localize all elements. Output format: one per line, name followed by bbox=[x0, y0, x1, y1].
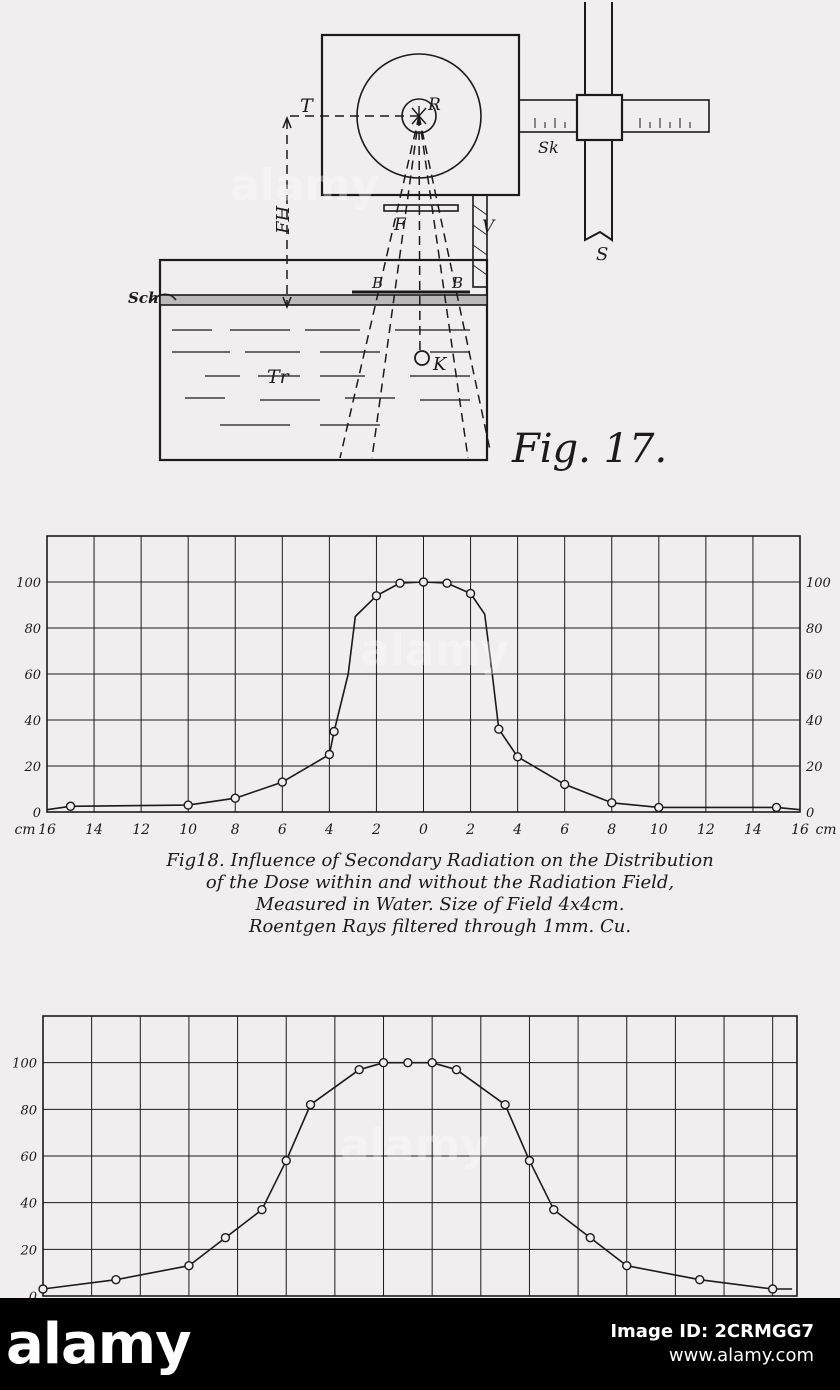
data-point bbox=[282, 1157, 290, 1165]
y-tick-label-left: 40 bbox=[24, 714, 41, 729]
y-tick-label-right: 100 bbox=[806, 576, 831, 591]
x-tick-label: 6 bbox=[277, 822, 287, 838]
y-tick-label-right: 0 bbox=[806, 806, 815, 821]
x-tick-label: 16 bbox=[791, 822, 809, 838]
caption-line-3: Measured in Water. Size of Field 4x4cm. bbox=[255, 894, 625, 915]
x-tick-label: 12 bbox=[132, 822, 151, 838]
data-point bbox=[221, 1234, 229, 1242]
x-tick-label: 10 bbox=[649, 822, 668, 838]
data-point bbox=[112, 1276, 120, 1284]
y-tick-label-left: 100 bbox=[12, 1056, 37, 1072]
x-tick-label: 4 bbox=[513, 822, 523, 838]
data-point bbox=[258, 1206, 266, 1214]
y-tick-label-left: 40 bbox=[20, 1196, 37, 1212]
data-point bbox=[769, 1285, 777, 1293]
data-point bbox=[380, 1059, 388, 1067]
x-tick-label: 14 bbox=[744, 822, 762, 838]
data-point bbox=[428, 1059, 436, 1067]
data-point bbox=[696, 1276, 704, 1284]
image-info bbox=[610, 1320, 814, 1368]
y-tick-label-left: 0 bbox=[32, 806, 41, 821]
y-tick-label-right: 80 bbox=[806, 622, 823, 637]
data-point bbox=[39, 1285, 47, 1293]
x-tick-label: 0 bbox=[419, 822, 428, 838]
data-point bbox=[550, 1206, 558, 1214]
y-tick-label-left: 80 bbox=[24, 622, 41, 637]
label-FH: FH bbox=[273, 205, 294, 234]
data-point bbox=[355, 1066, 363, 1074]
label-F: F bbox=[394, 215, 406, 235]
y-tick-label-left: 60 bbox=[24, 668, 41, 683]
data-point bbox=[623, 1262, 631, 1270]
brand[interactable] bbox=[6, 1312, 191, 1377]
data-point bbox=[452, 1066, 460, 1074]
series-line bbox=[43, 1063, 792, 1289]
caption-line-4: Roentgen Rays filtered through 1mm. Cu. bbox=[248, 916, 632, 937]
data-point bbox=[525, 1157, 533, 1165]
x-tick-label: 8 bbox=[230, 822, 240, 838]
y-tick-label-left: 20 bbox=[20, 1243, 37, 1259]
x-tick-label: 8 bbox=[607, 822, 617, 838]
label-Sk: Sk bbox=[538, 138, 559, 157]
label-Sch: Sch bbox=[128, 289, 159, 307]
label-B-right: B bbox=[452, 274, 464, 292]
x-axis-unit-right: cm bbox=[815, 822, 837, 838]
x-axis-unit-left: cm bbox=[14, 822, 36, 838]
y-tick-label-right: 60 bbox=[806, 668, 823, 683]
x-tick-label: 12 bbox=[696, 822, 715, 838]
data-point bbox=[501, 1101, 509, 1109]
x-tick-label: 4 bbox=[324, 822, 334, 838]
label-R: R bbox=[428, 95, 441, 115]
label-Tr: Tr bbox=[267, 366, 289, 388]
label-V: V bbox=[482, 217, 495, 237]
x-tick-label: 2 bbox=[466, 822, 476, 838]
alamy-logo[interactable]: alamy bbox=[6, 1311, 191, 1377]
label-B-left: B bbox=[372, 274, 384, 292]
y-tick-label-right: 40 bbox=[806, 714, 823, 729]
data-point bbox=[307, 1101, 315, 1109]
y-tick-label-left: 100 bbox=[16, 576, 41, 591]
figure-17-caption: Fig. 17. bbox=[512, 426, 668, 472]
data-point bbox=[404, 1059, 412, 1067]
label-S: S bbox=[596, 244, 609, 265]
watermark: alamy bbox=[230, 160, 379, 211]
y-tick-label-right: 20 bbox=[806, 760, 823, 775]
footer-bar bbox=[0, 1298, 840, 1390]
x-tick-label: 10 bbox=[179, 822, 198, 838]
x-tick-label: 14 bbox=[85, 822, 103, 838]
image-url[interactable]: www.alamy.com bbox=[668, 1345, 814, 1366]
label-T: T bbox=[300, 95, 313, 117]
caption-line-1: Fig18. Influence of Secondary Radiation on the Distribution bbox=[166, 850, 714, 871]
x-tick-label: 2 bbox=[371, 822, 381, 838]
x-tick-label: 6 bbox=[560, 822, 570, 838]
watermark: alamy bbox=[340, 1120, 489, 1171]
y-tick-label-left: 20 bbox=[24, 760, 41, 775]
label-K: K bbox=[433, 354, 447, 375]
y-tick-label-left: 60 bbox=[20, 1150, 37, 1165]
image-id: Image ID: 2CRMGG7 bbox=[610, 1321, 814, 1342]
y-tick-label-left: 80 bbox=[20, 1103, 37, 1119]
watermark: alamy bbox=[360, 625, 509, 676]
x-tick-label: 16 bbox=[38, 822, 56, 838]
figure-18-caption bbox=[90, 850, 790, 938]
caption-line-2: of the Dose within and without the Radiation Field, bbox=[205, 872, 675, 893]
data-point bbox=[586, 1234, 594, 1242]
data-point bbox=[185, 1262, 193, 1270]
